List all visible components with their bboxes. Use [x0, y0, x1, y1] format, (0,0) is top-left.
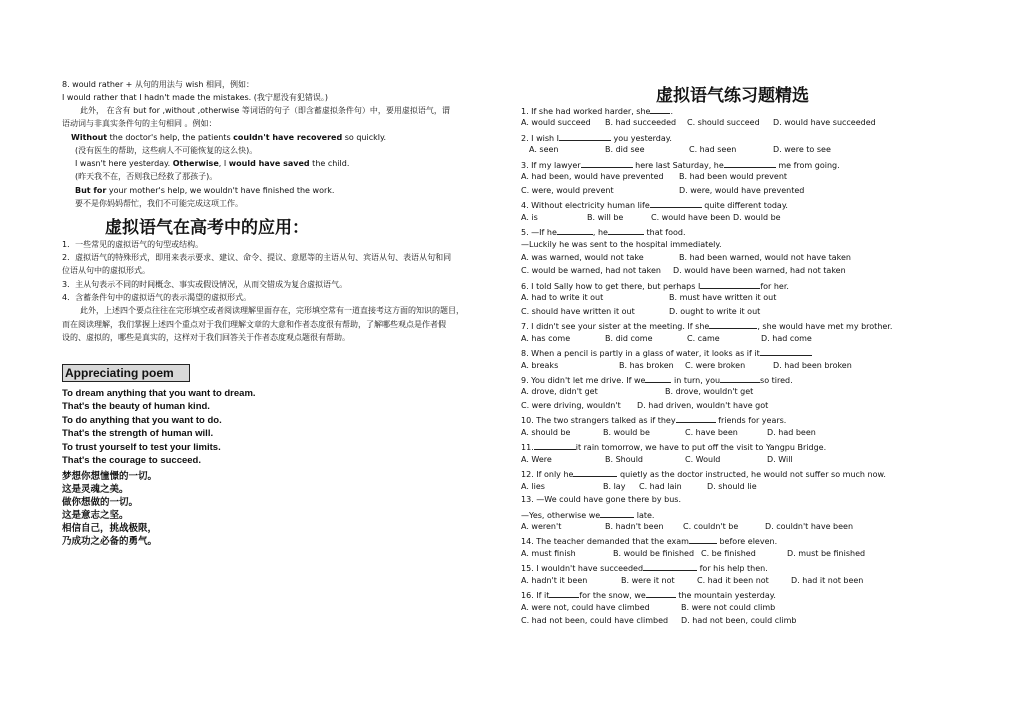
answer-blank[interactable]	[645, 374, 671, 383]
question-text: here last Saturday, he	[632, 160, 724, 170]
poem-line: 梦想你想憧憬的一切。	[62, 471, 158, 482]
answer-blank[interactable]	[643, 562, 697, 571]
poem-line: That's the strength of human will.	[62, 428, 214, 439]
poem-line: 这是意志之坚。	[62, 510, 129, 521]
question-text: friends for years.	[715, 416, 787, 426]
answer-option: D. had it not been	[791, 575, 864, 585]
answer-option: B. did see	[605, 145, 645, 155]
question-line	[521, 199, 788, 210]
question-line	[521, 347, 812, 358]
question-text: , he	[592, 228, 608, 238]
question-line	[521, 105, 673, 116]
answer-option: D. couldn't have been	[765, 521, 854, 531]
answer-option: C. came	[687, 333, 720, 343]
answer-option: A. hadn't it been	[521, 575, 588, 585]
text-line: (没有医生的帮助，这些病人不可能恢复的这么快)。	[75, 146, 258, 155]
answer-blank[interactable]	[676, 414, 716, 423]
answer-option: A. had to write it out	[521, 293, 604, 303]
question-text: it rain tomorrow, we have to put off the visit to Yangpu Bridge.	[575, 443, 827, 453]
answer-blank[interactable]	[646, 589, 676, 598]
answer-option: A. has come	[521, 333, 571, 343]
answer-option: D. should lie	[707, 481, 757, 491]
answer-option: D. had been	[767, 427, 816, 437]
text-line: 8. would rather + 从句的用法与 wish 相同，例如：	[62, 80, 255, 89]
poem-line: 做你想做的一切。	[62, 497, 139, 508]
answer-option: A. lies	[521, 481, 545, 491]
question-text: 15. I wouldn't have succeeded	[521, 564, 644, 574]
answer-option: D. had been broken	[773, 360, 852, 370]
answer-option: C. had lain	[639, 481, 682, 491]
answer-blank[interactable]	[608, 226, 644, 235]
section-heading: 虚拟语气在高考中的应用：	[105, 218, 309, 238]
answer-option: C. should succeed	[687, 118, 760, 128]
answer-blank[interactable]	[709, 320, 757, 329]
answer-blank[interactable]	[600, 509, 634, 518]
question-text: 4. Without electricity human life	[521, 201, 650, 211]
answer-blank[interactable]	[650, 199, 702, 208]
question-text: quietly as the doctor instructed, he would not suffer so much now.	[617, 470, 886, 480]
question-text: 12. If only he	[521, 470, 574, 480]
answer-option: D. had come	[761, 333, 812, 343]
poem-line: That's the courage to succeed.	[62, 455, 201, 466]
answer-option: B. had been would prevent	[679, 172, 788, 182]
question-text: the mountain yesterday.	[675, 591, 776, 601]
question-text: 8. When a pencil is partly in a glass of water, it looks as if it	[521, 349, 760, 359]
question-line	[521, 468, 886, 479]
answer-option: D. had not been, could climb	[681, 616, 797, 626]
question-text: for his help then.	[697, 564, 768, 574]
answer-option: B. Should	[605, 454, 643, 464]
question-line	[521, 535, 777, 546]
answer-option: C. were broken	[685, 360, 746, 370]
answer-option: A. is	[521, 212, 538, 222]
answer-option: A. were not, could have climbed	[521, 602, 650, 612]
answer-blank[interactable]	[760, 347, 812, 356]
question-text: 6. I told Sally how to get there, but perhaps I	[521, 281, 701, 291]
answer-option: B. drove, wouldn't get	[665, 387, 754, 397]
text-line: I would rather that I hadn't made the mistakes. (我宁愿没有犯错误。)	[62, 93, 328, 102]
answer-option: C. were driving, wouldn't	[521, 400, 621, 410]
answer-option: D. would have been warned, had not taken	[673, 266, 846, 276]
text-line: 要不是你妈妈帮忙，我们不可能完成这项工作。	[75, 199, 243, 208]
question-text: for the snow, we	[579, 591, 646, 601]
question-text: 16. If it	[521, 591, 550, 601]
question-text: .	[670, 107, 674, 116]
answer-option: C. would be warned, had not taken	[521, 266, 661, 276]
answer-option: D. were, would have prevented	[679, 185, 805, 195]
question-text: 9. You didn't let me drive. If we	[521, 376, 646, 385]
question-text: 5. —If he	[521, 228, 557, 238]
answer-blank[interactable]	[559, 132, 611, 141]
question-line	[521, 280, 789, 291]
answer-blank[interactable]	[557, 226, 593, 235]
question-line	[521, 495, 681, 504]
answer-option: B. were it not	[621, 575, 675, 585]
answer-option: C. couldn't be	[683, 521, 739, 531]
example-line: Without the doctor's help, the patients couldn't have recovered so quickly.	[71, 133, 387, 142]
point-line: 1．一些常见的虚拟语气的句型或结构。	[62, 240, 204, 249]
question-line	[521, 132, 672, 143]
answer-option: C. be finished	[701, 548, 756, 558]
question-text: 14. The teacher demanded that the exam	[521, 537, 689, 547]
answer-blank[interactable]	[720, 374, 760, 383]
question-text: so tired.	[760, 376, 793, 385]
question-text: 10. The two strangers talked as if they	[521, 416, 676, 426]
answer-option: C. should have written it out	[521, 306, 635, 316]
question-line	[521, 562, 768, 573]
answer-blank[interactable]	[650, 105, 670, 114]
question-text: that food.	[643, 228, 686, 238]
question-text: 11.	[521, 443, 534, 453]
answer-option: A. breaks	[521, 360, 559, 370]
poem-line: 这是灵魂之美。	[62, 484, 129, 495]
answer-option: B. did come	[605, 333, 653, 343]
poem-line: To trust yourself to test your limits.	[62, 442, 221, 453]
exercise-title: 虚拟语气练习题精选	[656, 86, 809, 106]
question-text: 2. I wish I	[521, 133, 559, 143]
answer-option: D. would have succeeded	[773, 118, 876, 128]
question-text: late.	[634, 510, 655, 520]
text-line: (昨天我不在，否则我已经救了那孩子)。	[75, 172, 218, 181]
point-line: 此外，上述四个要点往往在完形填空或者阅读理解里面存在，完形填空常有一道直接考这方面的知识的题目，	[80, 306, 464, 315]
answer-option: D. had driven, wouldn't have got	[637, 400, 769, 410]
answer-option: D. would be	[733, 212, 781, 222]
question-line	[521, 320, 892, 331]
question-text: before eleven.	[716, 537, 778, 547]
question-line	[521, 509, 654, 520]
question-line	[521, 226, 686, 237]
question-text: in turn, you	[671, 376, 721, 385]
answer-option: B. has broken	[619, 360, 674, 370]
point-line: 而在阅读理解，我们掌握上述四个重点对于我们理解文章的大意和作者态度很有帮助，了解哪些观点是作者假	[62, 320, 446, 329]
question-text: , she would have met my brother.	[757, 322, 893, 332]
answer-option: A. weren't	[521, 521, 562, 531]
question-line	[521, 159, 840, 170]
answer-option: B. must have written it out	[669, 293, 777, 303]
poem-line: To do anything that you want to do.	[62, 415, 222, 426]
question-text: 1. If she had worked harder, she	[521, 107, 651, 116]
answer-option: A. seen	[529, 145, 559, 155]
question-text: for her.	[760, 281, 789, 291]
poem-line: That's the beauty of human kind.	[62, 401, 210, 412]
answer-option: B. hadn't been	[605, 521, 664, 531]
poem-title: Appreciating poem	[62, 364, 190, 382]
question-text: —Luckily he was sent to the hospital immediately.	[521, 239, 722, 249]
answer-option: C. have been	[685, 427, 738, 437]
text-line: 此外， 在含有 but for ,without ,otherwise 等词语的句子（即含蓄虚拟条件句）中，要用虚拟语气，谓	[80, 106, 450, 115]
answer-option: C. had seen	[689, 145, 737, 155]
answer-option: D. were to see	[773, 145, 831, 155]
answer-blank[interactable]	[689, 535, 717, 544]
answer-option: A. was warned, would not take	[521, 252, 644, 262]
answer-option: D. Will	[767, 454, 793, 464]
question-text: quite different today.	[701, 201, 788, 211]
text-line: 语动词与非真实条件句的主句相同 。例如：	[62, 119, 217, 128]
poem-line: To dream anything that you want to dream.	[62, 388, 256, 399]
answer-option: B. will be	[587, 212, 624, 222]
answer-blank[interactable]	[573, 468, 617, 477]
answer-option: C. were, would prevent	[521, 185, 614, 195]
answer-blank[interactable]	[534, 441, 576, 450]
answer-option: A. should be	[521, 427, 571, 437]
poem-line: 乃成功之必备的勇气。	[62, 536, 158, 547]
answer-option: A. must finish	[521, 548, 576, 558]
point-line: 2．虚拟语气的特殊形式，即用来表示要求、建议、命令、提议、意愿等的主语从句、宾语从句、表语从句和同	[62, 253, 452, 262]
poem-line: 相信自己，挑战极限，	[62, 523, 158, 534]
example-line: I wasn't here yesterday. Otherwise, I would have saved the child.	[75, 159, 350, 168]
point-line: 4．含蓄条件句中的虚拟语气的表示渴望的虚拟形式。	[62, 293, 252, 302]
question-line	[521, 414, 786, 425]
question-text: 3. If my lawyer	[521, 160, 581, 170]
answer-option: B. had succeeded	[605, 118, 677, 128]
answer-option: C. had it been not	[697, 575, 769, 585]
question-line	[521, 374, 793, 385]
answer-blank[interactable]	[549, 589, 579, 598]
answer-option: D. ought to write it out	[669, 306, 761, 316]
example-line: But for your mother's help, we wouldn't have finished the work.	[75, 186, 335, 195]
point-line: 设的、虚拟的，哪些是真实的，这样对于我们回答关于作者态度观点题很有帮助。	[62, 333, 350, 342]
question-text: 13. —We could have gone there by bus.	[521, 495, 681, 505]
answer-option: C. would have been	[651, 212, 731, 222]
answer-option: B. lay	[603, 481, 626, 491]
answer-option: B. would be finished	[613, 548, 695, 558]
answer-blank[interactable]	[700, 280, 760, 289]
answer-option: D. must be finished	[787, 548, 866, 558]
answer-option: A. had been, would have prevented	[521, 172, 664, 182]
answer-option: B. were not could climb	[681, 602, 776, 612]
point-line: 3．主从句表示不同的时间概念、事实或假设情况，从而交错成为复合虚拟语气。	[62, 280, 348, 289]
answer-blank[interactable]	[724, 159, 776, 168]
question-text: 7. I didn't see your sister at the meeting. If she	[521, 322, 710, 332]
point-line: 位语从句中的虚拟形式。	[62, 266, 150, 275]
question-line	[521, 589, 776, 600]
question-line	[521, 441, 826, 452]
answer-option: B. had been warned, would not have taken	[679, 252, 851, 262]
question-text: you yesterday.	[610, 133, 672, 143]
answer-option: A. drove, didn't get	[521, 387, 598, 397]
question-line	[521, 240, 722, 249]
answer-option: A. Were	[521, 454, 552, 464]
question-text: me from going.	[775, 160, 840, 170]
answer-blank[interactable]	[581, 159, 633, 168]
answer-option: B. would be	[603, 427, 650, 437]
answer-option: C. Would	[685, 454, 721, 464]
answer-option: A. would succeed	[521, 118, 591, 128]
question-text: —Yes, otherwise we	[521, 510, 601, 520]
answer-option: C. had not been, could have climbed	[521, 616, 669, 626]
